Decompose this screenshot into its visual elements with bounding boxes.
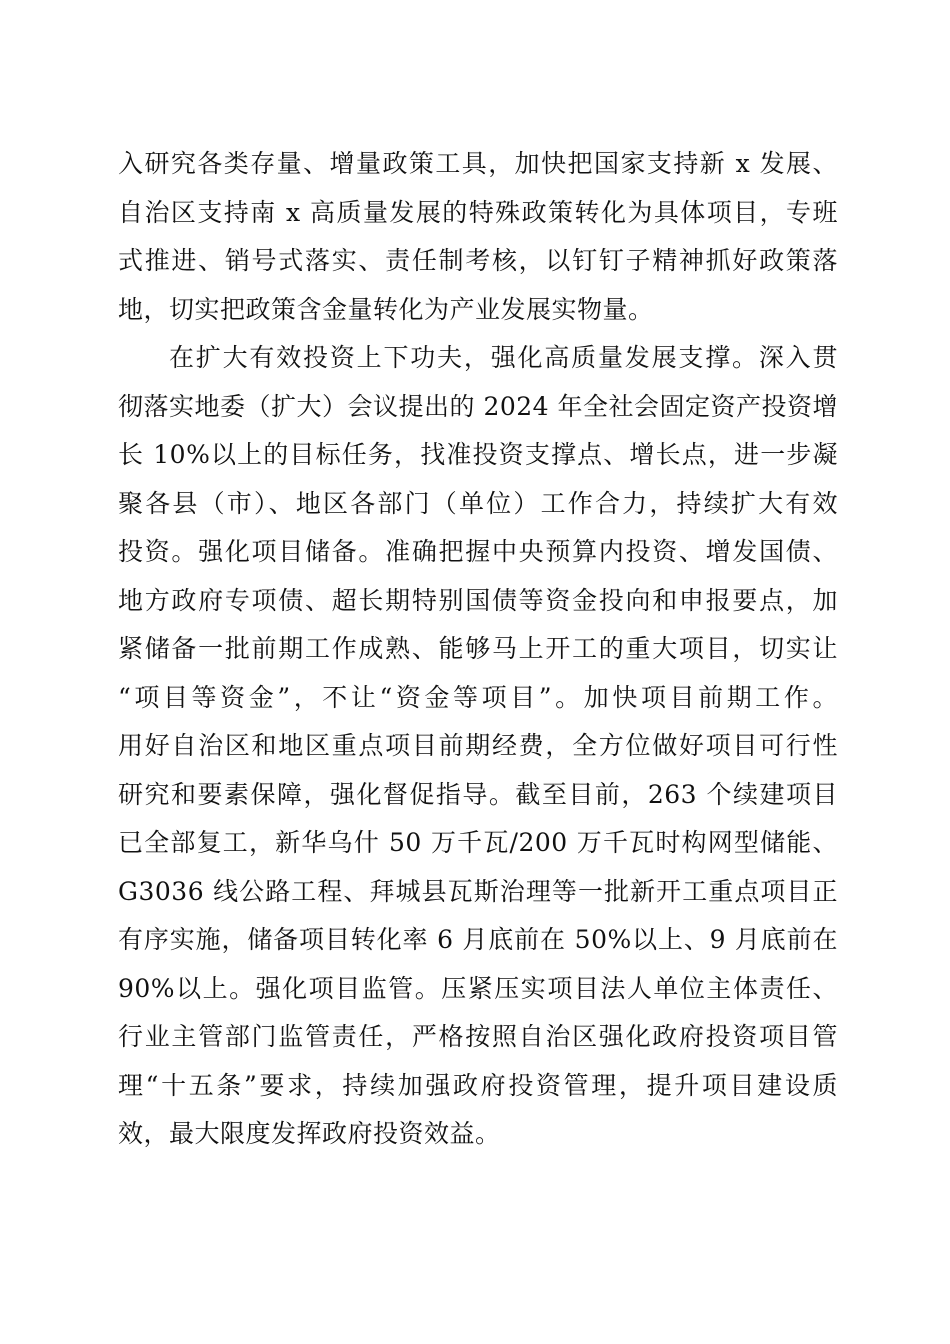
text-line: 有序实施，储备项目转化率 6 月底前在 50%以上、9 月底前在: [118, 925, 838, 954]
text-line: 式推进、销号式落实、责任制考核，以钉钉子精神抓好政策落: [118, 246, 838, 275]
text-line: 入研究各类存量、增量政策工具，加快把国家支持新 x 发展、: [118, 149, 838, 178]
text-line: 90%以上。强化项目监管。压紧压实项目法人单位主体责任、: [118, 973, 838, 1003]
text-line: 自治区支持南 x 高质量发展的特殊政策转化为具体项目，专班: [118, 197, 838, 227]
document-body: [118, 140, 838, 1159]
paragraph-2: [118, 334, 838, 1159]
text-line: 研究和要素保障，强化督促指导。截至目前，263 个续建项目: [118, 779, 838, 809]
text-line: 用好自治区和地区重点项目前期经费，全方位做好项目可行性: [118, 731, 838, 760]
text-line: 地，切实把政策含金量转化为产业发展实物量。: [118, 294, 654, 324]
paragraph-1: [118, 140, 838, 334]
text-line: 紧储备一批前期工作成熟、能够马上开工的重大项目，切实让: [118, 634, 838, 663]
text-line: 行业主管部门监管责任，严格按照自治区强化政府投资项目管: [118, 1022, 838, 1051]
text-line: “项目等资金”，不让“资金等项目”。加快项目前期工作。: [118, 682, 838, 712]
text-line: 理“十五条”要求，持续加强政府投资管理，提升项目建设质: [118, 1070, 838, 1100]
text-line: 长 10%以上的目标任务，找准投资支撑点、增长点，进一步凝: [118, 440, 838, 469]
text-line: 投资。强化项目储备。准确把握中央预算内投资、增发国债、: [118, 537, 838, 566]
text-line: 彻落实地委（扩大）会议提出的 2024 年全社会固定资产投资增: [118, 391, 839, 421]
text-line: 地方政府专项债、超长期特别国债等资金投向和申报要点，加: [118, 585, 838, 615]
text-line: 已全部复工，新华乌什 50 万千瓦/200 万千瓦时构网型储能、: [118, 828, 838, 857]
text-line: 在扩大有效投资上下功夫，强化高质量发展支撑。深入贯: [169, 343, 838, 372]
text-line: 聚各县（市）、地区各部门（单位）工作合力，持续扩大有效: [118, 488, 838, 518]
text-line: 效，最大限度发挥政府投资效益。: [118, 1119, 501, 1148]
text-line: G3036 线公路工程、拜城县瓦斯治理等一批新开工重点项目正: [118, 876, 838, 906]
